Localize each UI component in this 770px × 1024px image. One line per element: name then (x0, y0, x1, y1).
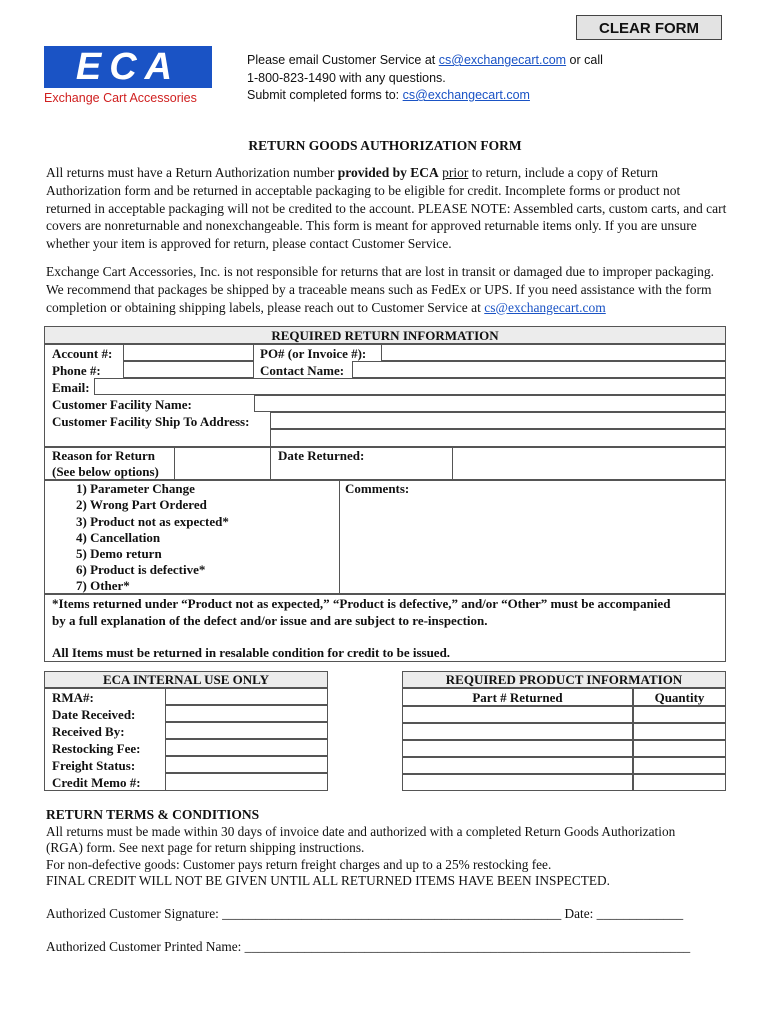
intro-email-link[interactable]: cs@exchangecart.com (484, 299, 606, 315)
ship-to-field-2[interactable] (270, 429, 726, 447)
received-by-field[interactable] (165, 722, 328, 739)
terms-line-3: For non-defective goods: Customer pays return freight charges and up to a 25% restocking fee. (46, 857, 552, 872)
po-label: PO# (or Invoice #): (260, 346, 367, 361)
eca-logo (44, 46, 214, 108)
internal-title: ECA INTERNAL USE ONLY (102, 672, 270, 687)
facility-name-label: Customer Facility Name: (52, 397, 192, 412)
qty-field-2[interactable] (633, 723, 726, 740)
email-field[interactable] (94, 378, 726, 395)
restocking-fee-label: Restocking Fee: (52, 741, 141, 756)
freight-status-label: Freight Status: (52, 758, 136, 773)
logo-tagline: Exchange Cart Accessories (44, 91, 197, 105)
date-returned-label: Date Returned: (278, 448, 365, 463)
part-field-3[interactable] (402, 740, 633, 757)
part-col-label: Part # Returned (472, 690, 563, 705)
credit-memo-label: Credit Memo #: (52, 775, 141, 790)
received-by-label: Received By: (52, 724, 125, 739)
product-title: REQUIRED PRODUCT INFORMATION (445, 672, 683, 687)
printed-name-line[interactable]: Authorized Customer Printed Name: ___________________________________________________________________ (46, 939, 691, 954)
part-field-4[interactable] (402, 757, 633, 774)
restocking-fee-field[interactable] (165, 739, 328, 756)
qty-field-1[interactable] (633, 706, 726, 723)
part-field-1[interactable] (402, 706, 633, 723)
ship-to-field-1[interactable] (270, 412, 726, 429)
note-line-3: All Items must be returned in resalable condition for credit to be issued. (52, 645, 451, 660)
reason-sublabel: (See below options) (52, 464, 159, 479)
contact-name-field[interactable] (352, 361, 726, 378)
contact-line-1: Please email Customer Service at cs@exchangecart.com or call (247, 53, 603, 67)
comments-field[interactable] (339, 480, 726, 594)
terms-line-4: FINAL CREDIT WILL NOT BE GIVEN UNTIL ALL RETURNED ITEMS HAVE BEEN INSPECTED. (46, 873, 610, 888)
submit-email-link[interactable]: cs@exchangecart.com (402, 88, 530, 102)
contact-name-label: Contact Name: (260, 363, 345, 378)
qty-col-label: Quantity (654, 690, 705, 705)
note-line-1: *Items returned under “Product not as expected,” “Product is defective,” and/or “Other” must be accompanied (52, 596, 671, 611)
po-field[interactable] (381, 344, 726, 361)
date-received-label: Date Received: (52, 707, 136, 722)
ship-to-label: Customer Facility Ship To Address: (52, 414, 250, 429)
reason-option-3: 3) Product not as expected* (76, 514, 229, 529)
phone-label: Phone #: (52, 363, 101, 378)
return-info-title: REQUIRED RETURN INFORMATION (271, 328, 499, 343)
reason-field[interactable] (174, 447, 271, 480)
intro-paragraph-2: Exchange Cart Accessories, Inc. is not responsible for returns that are lost in transit or damaged due to improper packaging. We recommend that packages be shipped by a traceable means such as FedEx or UPS. If you need assistance with the form completion or obtaining shipping labels, please reach out to Customer Service at cs@exchangecart.com (46, 264, 715, 315)
date-received-field[interactable] (165, 705, 328, 722)
comments-label: Comments: (345, 481, 410, 496)
credit-memo-field[interactable] (165, 773, 328, 791)
part-field-5[interactable] (402, 774, 633, 791)
qty-field-4[interactable] (633, 757, 726, 774)
reason-label: Reason for Return (52, 448, 156, 463)
qty-field-3[interactable] (633, 740, 726, 757)
signature-line[interactable]: Authorized Customer Signature: ___________________________________________________ Date: _____________ (46, 906, 684, 921)
reason-option-6: 6) Product is defective* (76, 562, 206, 577)
account-field[interactable] (123, 344, 254, 361)
account-label: Account #: (52, 346, 113, 361)
email-link[interactable]: cs@exchangecart.com (438, 53, 567, 67)
contact-line-3: Submit completed forms to: cs@exchangecart.com (247, 88, 530, 102)
clear-form-button[interactable]: CLEAR FORM (576, 15, 722, 40)
email-label: Email: (52, 380, 90, 395)
reason-option-1: 1) Parameter Change (76, 481, 195, 496)
reason-option-4: 4) Cancellation (76, 530, 161, 545)
note-line-2: by a full explanation of the defect and/or issue and are subject to re-inspection. (52, 613, 488, 628)
reason-option-7: 7) Other* (76, 578, 130, 593)
freight-status-field[interactable] (165, 756, 328, 773)
form-title: RETURN GOODS AUTHORIZATION FORM (248, 138, 522, 153)
part-field-2[interactable] (402, 723, 633, 740)
terms-heading: RETURN TERMS & CONDITIONS (46, 807, 260, 822)
phone-field[interactable] (123, 361, 254, 378)
reason-option-5: 5) Demo return (76, 546, 162, 561)
terms-line-2: (RGA) form. See next page for return shipping instructions. (46, 840, 365, 855)
rma-field[interactable] (165, 688, 328, 705)
facility-name-field[interactable] (254, 395, 726, 412)
terms-line-1: All returns must be made within 30 days of invoice date and authorized with a completed Return Goods Authorization (46, 824, 676, 839)
intro-paragraph-1: All returns must have a Return Authorization number provided by ECA prior to return, include a copy of Return Authorization form and be returned in acceptable packaging to be eligible for credit. Incomplete forms or product not returned in acceptable packaging will not be credited to the account. PLEASE NOTE: Assembled carts, custom carts, and cart covers are nonreturnable and nonexchangeable. This form is meant for approved returnable items only. If you are unsure whether your item is approved for return, please contact Customer Service. (46, 165, 727, 252)
qty-field-5[interactable] (633, 774, 726, 791)
contact-line-2: 1-800-823-1490 with any questions. (247, 71, 446, 85)
reason-option-2: 2) Wrong Part Ordered (76, 497, 207, 512)
logo-letters: ECA (75, 46, 181, 88)
date-returned-field[interactable] (452, 447, 726, 480)
rma-label: RMA#: (52, 690, 94, 705)
